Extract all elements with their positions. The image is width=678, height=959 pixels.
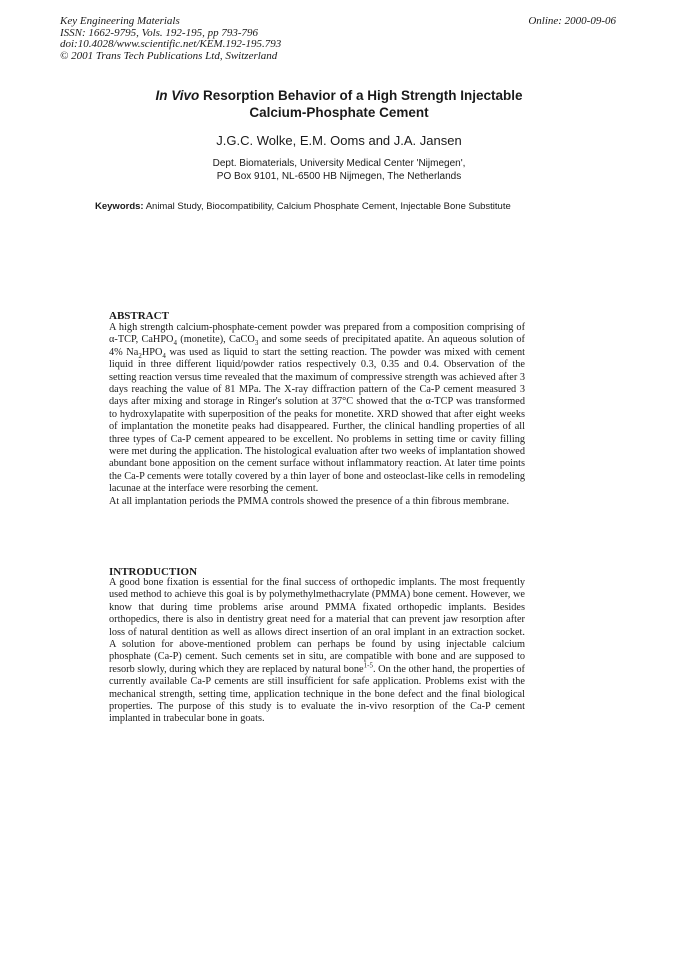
- title-line1: Resorption Behavior of a High Strength Injectable: [199, 88, 523, 103]
- abstract-text-e: was used as liquid to start the setting reaction. The powder was mixed with cement liquid in three different liquid/powder ratios respectively 0.3, 0.35 and 0.4. Observation of the setting reaction versus time revealed that the maximum of compressive strength was achieved after 3 days reaching the value of 81 MPa. The X-ray diffraction pattern of the Ca-P cement measured 3 days after mixing and storage in Ringer's solution at 37°C showed that the α-TCP was transformed to hydroxylapatite with superposition of the peaks for monetite. XRD showed that after eight weeks of implantation the monetite peaks had disappeared. Further, the clinical handling properties of all three types of Ca-P cement appeared to be excellent. No problems in setting time or cavity filling were met during the application. The histological evaluation after two weeks of implantation showed abundant bone apposition on the cement surface without inflammatory reaction. At later time points the Ca-P cements were totally covered by a thin layer of bone and osteoclast-like cells in remodeling lacunae at the interface were resorbing the cement.: [109, 346, 525, 495]
- introduction-heading: INTRODUCTION: [109, 566, 198, 578]
- subscript: 4: [162, 351, 166, 360]
- abstract-text-b: (monetite), CaCO: [176, 334, 255, 346]
- affiliation-line1: Dept. Biomaterials, University Medical Center 'Nijmegen',: [212, 158, 466, 169]
- keywords: [95, 201, 515, 213]
- subscript: 4: [173, 339, 177, 348]
- online-date: Online: 2000-09-06: [528, 15, 616, 27]
- subscript: 2: [138, 351, 142, 360]
- affiliation: [0, 157, 678, 183]
- journal-header: [60, 16, 281, 62]
- paper-title: [0, 87, 678, 121]
- title-italic: In Vivo: [155, 88, 200, 103]
- journal-name: Key Engineering Materials: [60, 15, 180, 27]
- abstract-body: [109, 322, 525, 508]
- affiliation-line2: PO Box 9101, NL-6500 HB Nijmegen, The Netherlands: [216, 171, 462, 182]
- keywords-text: Animal Study, Biocompatibility, Calcium Phosphate Cement, Injectable Bone Substitute: [143, 201, 511, 212]
- abstract-heading: ABSTRACT: [109, 310, 169, 322]
- introduction-body: [109, 577, 525, 726]
- copyright-line: © 2001 Trans Tech Publications Ltd, Switzerland: [60, 49, 278, 62]
- abstract-paragraph-2: At all implantation periods the PMMA controls showed the presence of a thin fibrous membrane.: [109, 495, 510, 507]
- abstract-paragraph: [109, 322, 525, 496]
- abstract-text-c: and some seeds of precipitated apatite. An aqueous solution of 4% Na: [109, 334, 525, 358]
- abstract-text-a: A high strength calcium-phosphate-cement powder was prepared from a composition comprising of α-TCP, CaHPO: [109, 322, 525, 346]
- doi-line: doi:10.4028/www.scientific.net/KEM.192-195.793: [60, 38, 282, 50]
- introduction-text-a: A good bone fixation is essential for the final success of orthopedic implants. The most frequently used method to achieve this goal is by polymethylmethacrylate (PMMA) bone cement. However, we know that during time problems arise around PMMA fixated orthopedic implants. Besides orthopedics, there is also in dentistry great need for a material that can prevent jaw resorption after loss of natural dentition as well as allows direct insertion of an oral implant in an extraction socket. A solution for above-mentioned problem can perhaps be found by using injectable calcium phosphate (Ca-P) cement. Such cements set in situ, are compatible with bone and are supposed to resorb slowly, during which they are replaced by natural bone: [109, 577, 525, 675]
- issn-line: ISSN: 1662-9795, Vols. 192-195, pp 793-796: [60, 26, 258, 39]
- title-line2: Calcium-Phosphate Cement: [249, 105, 429, 120]
- abstract-text-d: HPO: [141, 346, 163, 358]
- reference-superscript: 1-5: [363, 661, 373, 670]
- introduction-paragraph: [109, 577, 525, 726]
- authors: J.G.C. Wolke, E.M. Ooms and J.A. Jansen: [216, 133, 462, 148]
- keywords-label: Keywords:: [95, 201, 144, 212]
- subscript: 3: [254, 339, 259, 348]
- introduction-text-b: . On the other hand, the properties of currently available Ca-P cements are still insufficient for safe application. Problems exist with the mechanical strength, setting time, application technique in the bone defect and the final biological properties. The purpose of this study is to evaluate the in-vivo resorption of the Ca-P cement implanted in trabecular bone in goats.: [109, 663, 525, 725]
